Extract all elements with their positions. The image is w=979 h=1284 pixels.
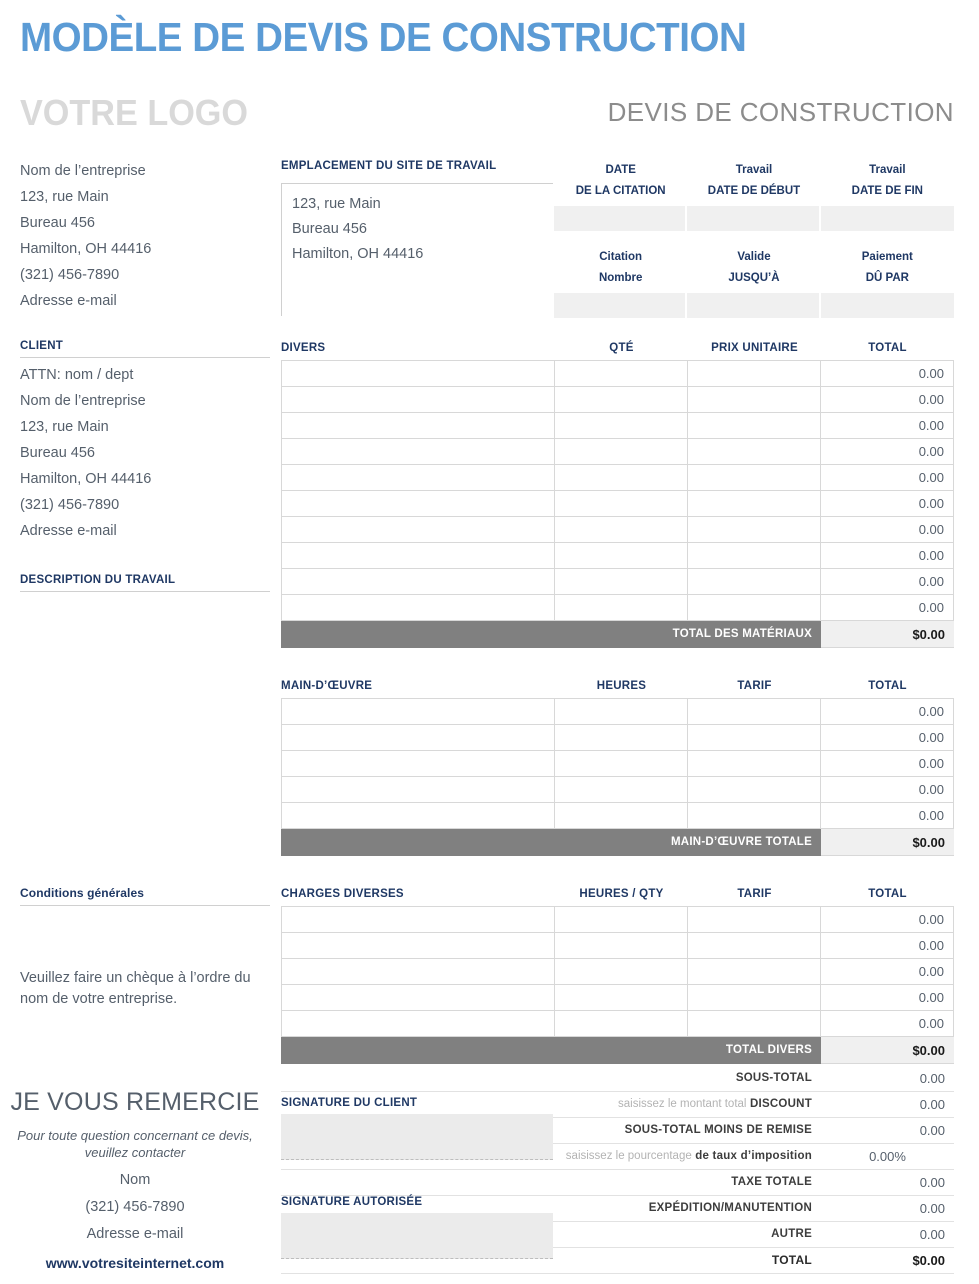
materials-cell-unit-price[interactable] xyxy=(688,595,821,621)
table-row[interactable] xyxy=(281,361,954,387)
work-description-heading: DESCRIPTION DU TRAVAIL xyxy=(20,574,176,586)
materials-total-label: TOTAL DES MATÉRIAUX xyxy=(281,621,821,648)
materials-cell-description[interactable] xyxy=(281,361,555,387)
table-row[interactable] xyxy=(281,803,954,829)
client-phone: (321) 456-7890 xyxy=(20,497,120,513)
shipping-value[interactable]: 0.00 xyxy=(821,1196,954,1222)
labor-cell-hours[interactable] xyxy=(555,803,688,829)
labor-total-value: $0.00 xyxy=(821,829,954,856)
materials-cell-total: 0.00 xyxy=(821,439,954,465)
other-label: AUTRE xyxy=(281,1222,821,1248)
misc-col-total: TOTAL xyxy=(868,888,907,900)
table-row[interactable] xyxy=(281,569,954,595)
materials-cell-unit-price[interactable] xyxy=(688,569,821,595)
materials-cell-qty[interactable] xyxy=(555,543,688,569)
materials-cell-qty[interactable] xyxy=(555,465,688,491)
payment-due-label: Paiement DÛ PAR xyxy=(861,251,913,284)
summary-row-total-tax xyxy=(281,1170,954,1196)
labor-cell-total: 0.00 xyxy=(821,777,954,803)
company-address-block xyxy=(20,158,270,314)
misc-cell-rate[interactable] xyxy=(688,907,821,933)
job-site-address-line: Bureau 456 xyxy=(292,221,367,237)
table-row[interactable] xyxy=(281,439,954,465)
terms-block xyxy=(20,886,270,1010)
labor-cell-rate[interactable] xyxy=(688,751,821,777)
date-grid-spacer xyxy=(554,231,954,247)
labor-total-row xyxy=(281,829,954,856)
materials-cell-unit-price[interactable] xyxy=(688,465,821,491)
misc-cell-description[interactable] xyxy=(281,959,555,985)
materials-cell-description[interactable] xyxy=(281,569,555,595)
materials-cell-unit-price[interactable] xyxy=(688,413,821,439)
labor-cell-hours[interactable] xyxy=(555,751,688,777)
misc-table-header xyxy=(281,888,954,906)
table-row[interactable] xyxy=(281,699,954,725)
materials-col-qty: QTÉ xyxy=(609,342,634,354)
labor-cell-rate[interactable] xyxy=(688,699,821,725)
tax-rate-label-text: de taux d’imposition xyxy=(695,1150,812,1162)
client-email: Adresse e-mail xyxy=(20,523,117,539)
materials-cell-total: 0.00 xyxy=(821,491,954,517)
date-grid-row1-labels xyxy=(554,160,954,202)
table-row[interactable] xyxy=(281,387,954,413)
misc-cell-description[interactable] xyxy=(281,1011,555,1037)
quote-number-input[interactable] xyxy=(554,293,687,318)
materials-cell-description[interactable] xyxy=(281,517,555,543)
terms-body-text[interactable]: Veuillez faire un chèque à l’ordre du nom de votre entreprise. xyxy=(20,970,251,1007)
table-row[interactable] xyxy=(281,413,954,439)
labor-cell-hours[interactable] xyxy=(555,777,688,803)
authorized-signature-block xyxy=(281,1196,553,1259)
misc-cell-description[interactable] xyxy=(281,933,555,959)
labor-total-label: MAIN-D’ŒUVRE TOTALE xyxy=(281,829,821,856)
client-divider xyxy=(20,357,270,358)
misc-cell-rate[interactable] xyxy=(688,1011,821,1037)
quote-number-label: Citation Nombre xyxy=(598,251,643,284)
misc-cell-rate[interactable] xyxy=(688,933,821,959)
company-phone: (321) 456-7890 xyxy=(20,267,120,283)
materials-cell-unit-price[interactable] xyxy=(688,517,821,543)
date-grid-row1-fields xyxy=(554,206,954,231)
labor-cell-rate[interactable] xyxy=(688,725,821,751)
labor-cell-hours[interactable] xyxy=(555,725,688,751)
table-row[interactable] xyxy=(281,985,954,1011)
table-row[interactable] xyxy=(281,517,954,543)
materials-cell-qty[interactable] xyxy=(555,361,688,387)
misc-cell-total: 0.00 xyxy=(821,959,954,985)
contact-email: Adresse e-mail xyxy=(86,1226,184,1242)
work-description-block xyxy=(20,574,270,852)
table-row[interactable] xyxy=(281,725,954,751)
misc-cell-hours[interactable] xyxy=(555,985,688,1011)
subtotal-value: 0.00 xyxy=(821,1066,954,1092)
labor-cell-total: 0.00 xyxy=(821,803,954,829)
materials-cell-qty[interactable] xyxy=(555,517,688,543)
quote-date-input[interactable] xyxy=(554,206,687,231)
misc-cell-total: 0.00 xyxy=(821,933,954,959)
job-site-heading: EMPLACEMENT DU SITE DE TRAVAIL xyxy=(281,160,497,172)
materials-cell-description[interactable] xyxy=(281,387,555,413)
contact-name: Nom xyxy=(119,1172,151,1188)
date-grid-row2-labels xyxy=(554,247,954,289)
labor-cell-description[interactable] xyxy=(281,699,555,725)
job-site-address-line: 123, rue Main xyxy=(292,196,381,212)
terms-heading: Conditions générales xyxy=(20,886,145,900)
company-address-line: Bureau 456 xyxy=(20,215,95,231)
labor-cell-total: 0.00 xyxy=(821,725,954,751)
materials-cell-description[interactable] xyxy=(281,491,555,517)
labor-cell-hours[interactable] xyxy=(555,699,688,725)
table-row[interactable] xyxy=(281,751,954,777)
labor-cell-total: 0.00 xyxy=(821,751,954,777)
table-row[interactable] xyxy=(281,595,954,621)
client-company: Nom de l’entreprise xyxy=(20,393,146,409)
materials-cell-description[interactable] xyxy=(281,595,555,621)
client-signature-heading: SIGNATURE DU CLIENT xyxy=(281,1097,418,1109)
page-title: MODÈLE DE DEVIS DE CONSTRUCTION xyxy=(20,14,747,60)
materials-table-body xyxy=(281,360,954,648)
misc-cell-total: 0.00 xyxy=(821,985,954,1011)
labor-cell-description[interactable] xyxy=(281,803,555,829)
grand-total-value: $0.00 xyxy=(821,1248,954,1274)
labor-table xyxy=(281,680,954,856)
materials-cell-qty[interactable] xyxy=(555,439,688,465)
logo-placeholder: VOTRE LOGO xyxy=(20,92,249,133)
labor-cell-description[interactable] xyxy=(281,777,555,803)
materials-cell-description[interactable] xyxy=(281,465,555,491)
contact-phone: (321) 456-7890 xyxy=(85,1199,185,1215)
misc-total-label: TOTAL DIVERS xyxy=(281,1037,821,1064)
labor-cell-description[interactable] xyxy=(281,725,555,751)
valid-until-label: Valide JUSQU’À xyxy=(728,251,780,284)
labor-cell-description[interactable] xyxy=(281,751,555,777)
date-grid-row2-fields xyxy=(554,293,954,318)
client-address-line: Hamilton, OH 44416 xyxy=(20,471,152,487)
client-signature-block xyxy=(281,1097,553,1160)
misc-cell-description[interactable] xyxy=(281,907,555,933)
materials-cell-qty[interactable] xyxy=(555,569,688,595)
misc-cell-description[interactable] xyxy=(281,985,555,1011)
discount-value[interactable]: 0.00 xyxy=(821,1092,954,1118)
materials-cell-unit-price[interactable] xyxy=(688,361,821,387)
grand-total-label: TOTAL xyxy=(281,1248,821,1274)
materials-table-header xyxy=(281,342,954,360)
materials-cell-unit-price[interactable] xyxy=(688,439,821,465)
total-tax-value: 0.00 xyxy=(821,1170,954,1196)
materials-cell-description[interactable] xyxy=(281,439,555,465)
table-row[interactable] xyxy=(281,465,954,491)
discount-label-text: DISCOUNT xyxy=(749,1098,812,1110)
misc-total-row xyxy=(281,1037,954,1064)
discount-hint: saisissez le montant total xyxy=(618,1098,747,1110)
table-row[interactable] xyxy=(281,959,954,985)
client-heading: CLIENT xyxy=(20,340,64,352)
materials-cell-total: 0.00 xyxy=(821,543,954,569)
client-address-line: Bureau 456 xyxy=(20,445,95,461)
materials-cell-total: 0.00 xyxy=(821,595,954,621)
thank-you-subtitle: Pour toute question concernant ce devis, veuillez contacter xyxy=(17,1128,253,1160)
work-description-input[interactable] xyxy=(20,592,270,852)
labor-col-total: TOTAL xyxy=(868,680,907,692)
table-row[interactable] xyxy=(281,543,954,569)
materials-cell-qty[interactable] xyxy=(555,595,688,621)
labor-cell-rate[interactable] xyxy=(688,777,821,803)
materials-total-value: $0.00 xyxy=(821,621,954,648)
misc-cell-rate[interactable] xyxy=(688,959,821,985)
materials-col-total: TOTAL xyxy=(868,342,907,354)
materials-cell-total: 0.00 xyxy=(821,387,954,413)
misc-cell-total: 0.00 xyxy=(821,1011,954,1037)
authorized-signature-heading: SIGNATURE AUTORISÉE xyxy=(281,1196,423,1208)
job-site-address-box[interactable] xyxy=(281,183,553,316)
table-row[interactable] xyxy=(281,933,954,959)
contact-website[interactable]: www.votresiteinternet.com xyxy=(45,1255,225,1271)
thank-you-block xyxy=(0,1088,270,1271)
company-address-line: Nom de l’entreprise xyxy=(20,163,146,179)
document-kind-label: DEVIS DE CONSTRUCTION xyxy=(607,97,954,127)
tax-rate-hint: saisissez le pourcentage xyxy=(565,1150,692,1162)
payment-due-input[interactable] xyxy=(821,293,954,318)
materials-cell-total: 0.00 xyxy=(821,465,954,491)
misc-total-value: $0.00 xyxy=(821,1037,954,1064)
misc-cell-rate[interactable] xyxy=(688,985,821,1011)
labor-cell-rate[interactable] xyxy=(688,803,821,829)
materials-table xyxy=(281,342,954,648)
tax-rate-value[interactable]: 0.00% xyxy=(821,1144,954,1170)
misc-cell-hours[interactable] xyxy=(555,933,688,959)
materials-cell-unit-price[interactable] xyxy=(688,491,821,517)
materials-cell-total: 0.00 xyxy=(821,569,954,595)
company-address-line: 123, rue Main xyxy=(20,189,109,205)
misc-cell-hours[interactable] xyxy=(555,959,688,985)
misc-charges-table xyxy=(281,888,954,1064)
labor-col-rate: TARIF xyxy=(737,680,772,692)
summary-row-subtotal xyxy=(281,1066,954,1092)
shipping-label: EXPÉDITION/MANUTENTION xyxy=(281,1196,821,1222)
client-address-line: 123, rue Main xyxy=(20,419,109,435)
materials-cell-unit-price[interactable] xyxy=(688,543,821,569)
materials-cell-qty[interactable] xyxy=(555,387,688,413)
subtotal-less-discount-label: SOUS-TOTAL MOINS DE REMISE xyxy=(281,1118,821,1144)
materials-cell-unit-price[interactable] xyxy=(688,387,821,413)
misc-col-hours-qty: HEURES / QTY xyxy=(579,888,664,900)
authorized-signature-input[interactable] xyxy=(281,1213,553,1259)
materials-cell-qty[interactable] xyxy=(555,491,688,517)
thank-you-title: JE VOUS REMERCIE xyxy=(10,1088,260,1116)
company-email: Adresse e-mail xyxy=(20,293,117,309)
job-start-date-input[interactable] xyxy=(687,206,820,231)
misc-cell-hours[interactable] xyxy=(555,1011,688,1037)
client-block xyxy=(20,340,270,544)
labor-table-body xyxy=(281,698,954,856)
misc-cell-hours[interactable] xyxy=(555,907,688,933)
misc-col-rate: TARIF xyxy=(737,888,772,900)
other-value[interactable]: 0.00 xyxy=(821,1222,954,1248)
materials-cell-qty[interactable] xyxy=(555,413,688,439)
labor-col-description: MAIN-D’ŒUVRE xyxy=(281,680,373,692)
misc-cell-total: 0.00 xyxy=(821,907,954,933)
materials-cell-total: 0.00 xyxy=(821,361,954,387)
client-attn: ATTN: nom / dept xyxy=(20,367,134,383)
table-row[interactable] xyxy=(281,777,954,803)
subtotal-label: SOUS-TOTAL xyxy=(281,1066,821,1092)
materials-col-description: DIVERS xyxy=(281,342,326,354)
valid-until-input[interactable] xyxy=(687,293,820,318)
misc-table-body xyxy=(281,906,954,1064)
job-site-address-line: Hamilton, OH 44416 xyxy=(292,246,424,262)
table-row[interactable] xyxy=(281,491,954,517)
quote-date-label: DATE DE LA CITATION xyxy=(575,164,666,197)
date-grid xyxy=(554,160,954,318)
materials-cell-total: 0.00 xyxy=(821,517,954,543)
materials-cell-total: 0.00 xyxy=(821,413,954,439)
job-end-date-label: Travail DATE DE FIN xyxy=(851,164,923,197)
total-tax-label: TAXE TOTALE xyxy=(281,1170,821,1196)
labor-cell-total: 0.00 xyxy=(821,699,954,725)
job-start-date-label: Travail DATE DE DÉBUT xyxy=(707,164,801,197)
materials-total-row xyxy=(281,621,954,648)
subtotal-less-discount-value: 0.00 xyxy=(821,1118,954,1144)
terms-divider xyxy=(20,905,270,906)
materials-cell-description[interactable] xyxy=(281,413,555,439)
misc-col-description: CHARGES DIVERSES xyxy=(281,888,404,900)
materials-col-unit-price: PRIX UNITAIRE xyxy=(711,342,798,354)
company-address-line: Hamilton, OH 44416 xyxy=(20,241,152,257)
table-row[interactable] xyxy=(281,907,954,933)
labor-col-hours: HEURES xyxy=(596,680,647,692)
job-end-date-input[interactable] xyxy=(821,206,954,231)
table-row[interactable] xyxy=(281,1011,954,1037)
labor-table-header xyxy=(281,680,954,698)
materials-cell-description[interactable] xyxy=(281,543,555,569)
client-signature-input[interactable] xyxy=(281,1114,553,1160)
